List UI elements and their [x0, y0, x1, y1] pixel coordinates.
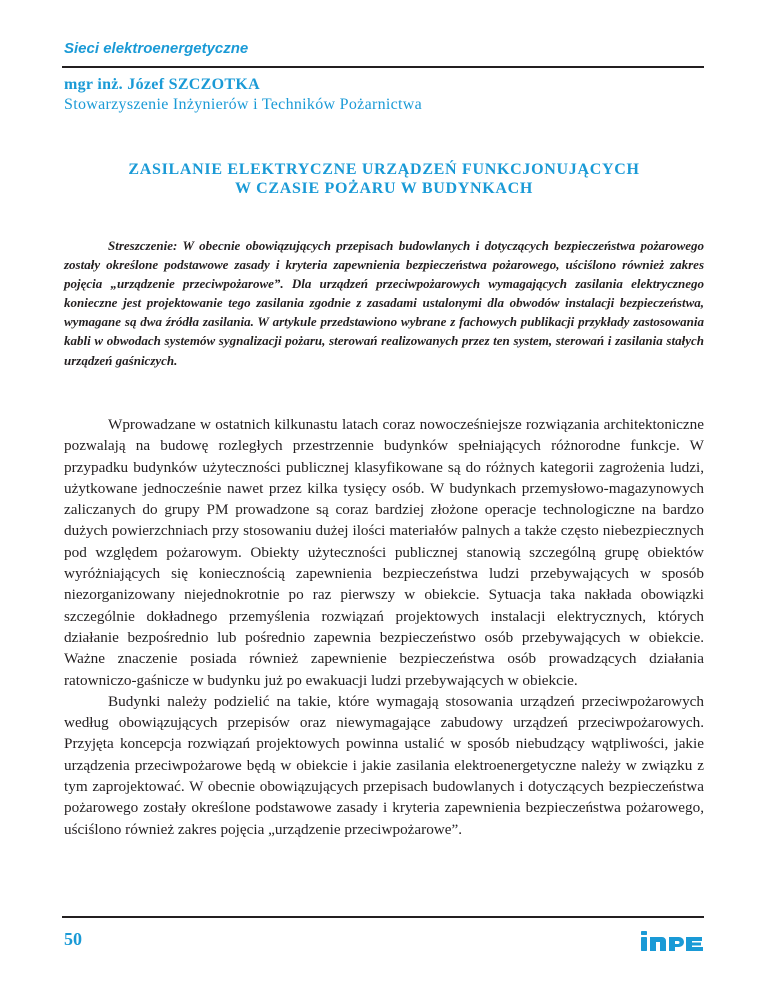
body-paragraph-2: Budynki należy podzielić na takie, które wymagają stosowania urządzeń przeciwpożarowych według obowiązujących przepisów oraz niewymagające zabudowy urządzeń przeciwpożarowych. Przyjęta koncepcja rozwiązań projektowych powinna ustalić w sposób niebudzący wątpliwości, jakie urządzenia przeciwpożarowe będą w obiekcie i jakie zasilania elektroenergetyczne należy w związku z tym zaprojektować. W obecnie obowiązujących przepisach budowlanych i dotyczących bezpieczeństwa pożarowego zostały określone podstawowe zasady i kryteria zapewnienia bezpieczeństwa pożarowego, uściślono również zakres pojęcia „urządzenie przeciwpożarowe”.	[64, 692, 704, 838]
article-title-line-2: W CZASIE POŻARU W BUDYNKACH	[234, 180, 534, 197]
article-title-line-1: ZASILANIE ELEKTRYCZNE URZĄDZEŃ FUNKCJONUJĄCYCH	[128, 161, 640, 178]
abstract-label: Streszczenie:	[108, 238, 178, 253]
author-name: mgr inż. Józef SZCZOTKA	[64, 76, 260, 93]
inpe-logo-icon	[640, 930, 706, 952]
footer-divider	[62, 916, 704, 918]
body-paragraph-1: Wprowadzane w ostatnich kilkunastu latach coraz nowocześniejsze rozwiązania architektoniczne pozwalają na budowę rozległych przestrzennie budynków spełniających różnorodne funkcje. W przypadku budynków użyteczności publicznej klasyfikowane są do różnych kategorii zagrożenia ludzi, użytkowane jednocześnie nawet przez kilka tysięcy osób. W budynkach przemysłowo-magazynowych zaliczanych do grupy PM prowadzone są coraz bardziej złożone operacje technologiczne na bardzo dużych powierzchniach przy stosowaniu dużej ilości materiałów palnych a także często niebezpiecznych pod względem pożarowym. Obiekty użyteczności publicznej stanowią szczególną grupę obiektów wyróżniających się koniecznością zapewnienia bezpieczeństwa ludzi przebywających w sposób niezorganizowany niejednokrotnie po raz pierwszy w obiekcie. Sytuacja taka nakłada obowiązki szczególnie dokładnego przemyślenia rozwiązań projektowych instalacji elektrycznych, których działanie bezpośrednio lub pośrednio zapewnia bezpieczeństwo osób przebywających w obiekcie. Ważne znaczenie posiada również zapewnienie bezpieczeństwa osób prowadzących działania ratowniczo-gaśnicze w budynku już po ewakuacji ludzi przebywających w obiekcie.	[64, 416, 704, 689]
abstract	[64, 236, 704, 370]
page-number: 50	[64, 929, 82, 949]
article-body	[64, 414, 704, 840]
abstract-text: W obecnie obowiązujących przepisach budowlanych i dotyczących bezpieczeństwa pożarowego zostały określone podstawowe zasady i kryteria zapewnienia bezpieczeństwa pożarowego, uściślono również zakres pojęcia „urządzenie przeciwpożarowe”. Dla urządzeń przeciwpożarowych wymagających zasilania elektrycznego konieczne jest projektowanie tego zasilania zgodnie z zasadami ustalonymi dla obwodów instalacji bezpieczeństwa, wymagane są dwa źródła zasilania. W artykule przedstawiono wybrane z fachowych publikacji przykłady zastosowania kabli w obwodach systemów sygnalizacji pożaru, sterowań realizowanych przez ten system, sterowań i zasilania stałych urządzeń gaśniczych.	[64, 238, 705, 368]
header-divider	[62, 66, 704, 68]
author-affiliation: Stowarzyszenie Inżynierów i Techników Pożarnictwa	[64, 96, 423, 113]
article-title	[64, 160, 704, 198]
section-label: Sieci elektroenergetyczne	[64, 40, 249, 57]
